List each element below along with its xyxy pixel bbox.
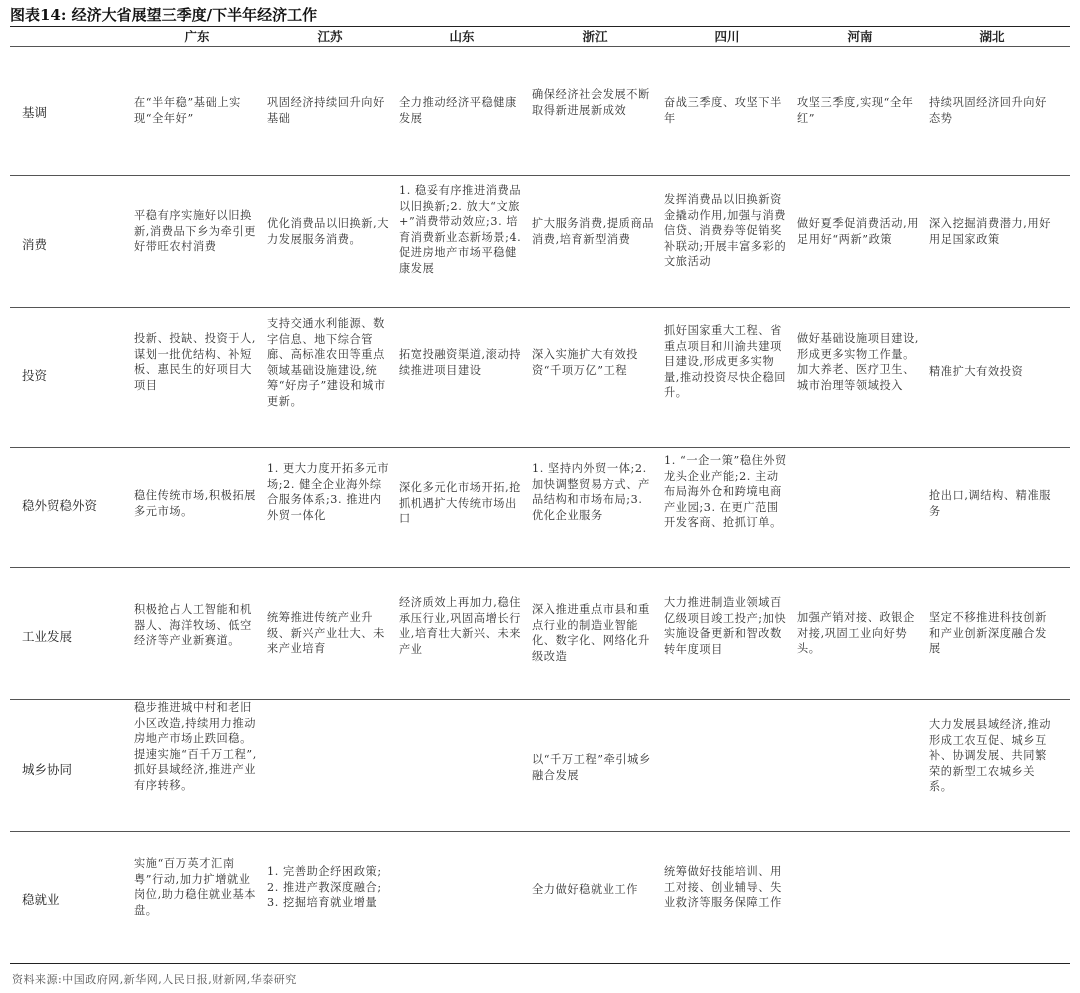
title-rule [10, 26, 1070, 27]
cell-consumption-zhejiang: 扩大服务消费,提质商品消费,培育新型消费 [532, 217, 655, 246]
row-label-industry: 工业发展 [22, 629, 73, 644]
cell-urban-hubei: 大力发展县域经济,推动形成工农互促、城乡互补、协调发展、共同繁荣的新型工农城乡关系。 [929, 718, 1052, 793]
row-label-investment: 投资 [22, 368, 48, 383]
row-rule [10, 175, 1070, 176]
cell-tone-hubei: 持续巩固经济回升向好态势 [929, 96, 1047, 125]
row-label-employment: 稳就业 [22, 892, 60, 907]
cell-industry-sichuan: 大力推进制造业领域百亿级项目竣工投产;加快实施设备更新和智改数转年度项目 [664, 596, 787, 656]
header-jiangsu: 江苏 [317, 29, 343, 44]
cell-urban-zhejiang: 以“千万工程”牵引城乡融合发展 [532, 753, 651, 782]
header-hubei: 湖北 [979, 29, 1005, 44]
cell-tone-henan: 攻坚三季度,实现“全年红” [797, 96, 914, 125]
cell-consumption-sichuan: 发挥消费品以旧换新资金撬动作用,加强与消费信贷、消费券等促销奖补联动;开展丰富多彩的文旅活动 [664, 193, 787, 268]
cell-consumption-henan: 做好夏季促消费活动,用足用好“两新”政策 [797, 217, 920, 246]
row-rule [10, 447, 1070, 448]
row-rule [10, 567, 1070, 568]
cell-trade-sichuan: 1. “一企一策”稳住外贸龙头企业产能;2. 主动布局海外仓和跨境电商产业园;3. 在更广范围开发客商、抢抓订单。 [664, 454, 787, 529]
row-label-foreign-trade: 稳外贸稳外资 [22, 498, 98, 513]
source-note: 资料来源:中国政府网,新华网,人民日报,财新网,华泰研究 [12, 973, 297, 986]
header-sichuan: 四川 [714, 29, 740, 44]
cell-consumption-hubei: 深入挖掘消费潜力,用好用足国家政策 [929, 217, 1052, 246]
row-rule [10, 831, 1070, 832]
header-shandong: 山东 [449, 29, 475, 44]
cell-employment-guangdong: 实施“百万英才汇南粤”行动,加力扩增就业岗位,助力稳住就业基本盘。 [134, 857, 257, 917]
header-rule [10, 46, 1070, 47]
header-zhejiang: 浙江 [582, 29, 608, 44]
cell-employment-jiangsu: 1. 完善助企纾困政策;2. 推进产教深度融合;3. 挖掘培育就业增量 [267, 865, 382, 909]
cell-tone-sichuan: 奋战三季度、攻坚下半年 [664, 96, 782, 125]
cell-industry-henan: 加强产销对接、政银企对接,巩固工业向好势头。 [797, 611, 915, 655]
cell-consumption-jiangsu: 优化消费品以旧换新,大力发展服务消费。 [267, 217, 390, 246]
cell-tone-jiangsu: 巩固经济持续回升向好基础 [267, 96, 385, 125]
cell-investment-henan: 做好基础设施项目建设,形成更多实物工作量。加大养老、医疗卫生、城市治理等领域投入 [797, 332, 920, 392]
row-label-tone: 基调 [22, 105, 48, 120]
cell-tone-shandong: 全力推动经济平稳健康发展 [399, 96, 517, 125]
row-label-consumption: 消费 [22, 237, 48, 252]
cell-investment-sichuan: 抓好国家重大工程、省重点项目和川渝共建项目建设,形成更多实物量,推动投资尽快企稳回升。 [664, 324, 787, 399]
cell-industry-guangdong: 积极抢占人工智能和机器人、海洋牧场、低空经济等产业新赛道。 [134, 603, 252, 647]
table-bottom-rule [10, 963, 1070, 964]
cell-employment-zhejiang: 全力做好稳就业工作 [532, 883, 639, 896]
cell-trade-zhejiang: 1. 坚持内外贸一体;2. 加快调整贸易方式、产品结构和市场布局;3. 优化企业服务 [532, 462, 650, 522]
cell-trade-hubei: 抢出口,调结构、精准服务 [929, 489, 1052, 518]
cell-trade-guangdong: 稳住传统市场,积极拓展多元市场。 [134, 489, 257, 518]
cell-investment-jiangsu: 支持交通水利能源、数字信息、地下综合管廊、高标准农田等重点领域基础设施建设,统筹“好房子”建设和城市更新。 [267, 317, 386, 408]
header-henan: 河南 [847, 29, 873, 44]
cell-industry-hubei: 坚定不移推进科技创新和产业创新深度融合发展 [929, 611, 1047, 655]
cell-employment-sichuan: 统筹做好技能培训、用工对接、创业辅导、失业救济等服务保障工作 [664, 865, 782, 909]
cell-investment-zhejiang: 深入实施扩大有效投资“千项万亿”工程 [532, 348, 639, 377]
cell-tone-zhejiang: 确保经济社会发展不断取得新进展新成效 [532, 88, 650, 117]
cell-investment-guangdong: 投新、投缺、投资于人,谋划一批优结构、补短板、惠民生的好项目大项目 [134, 332, 257, 392]
cell-trade-shandong: 深化多元化市场开拓,抢抓机遇扩大传统市场出口 [399, 481, 522, 525]
cell-tone-guangdong: 在“半年稳”基础上实现“全年好” [134, 96, 241, 125]
cell-consumption-guangdong: 平稳有序实施好以旧换新,消费品下乡为牵引更好带旺农村消费 [134, 209, 257, 253]
cell-investment-shandong: 拓宽投融资渠道,滚动持续推进项目建设 [399, 348, 522, 377]
cell-trade-jiangsu: 1. 更大力度开拓多元市场;2. 健全企业海外综合服务体系;3. 推进内外贸一体化 [267, 462, 390, 522]
cell-urban-guangdong: 稳步推进城中村和老旧小区改造,持续用力推动房地产市场止跌回稳。提速实施“百千万工程”,抓好县域经济,推进产业有序转移。 [134, 701, 257, 792]
figure-title: 图表14: 经济大省展望三季度/下半年经济工作 [10, 6, 318, 24]
cell-industry-jiangsu: 统筹推进传统产业升级、新兴产业壮大、未来产业培育 [267, 611, 385, 655]
cell-investment-hubei: 精准扩大有效投资 [929, 365, 1024, 378]
cell-industry-shandong: 经济质效上再加力,稳住承压行业,巩固高增长行业,培育壮大新兴、未来产业 [399, 596, 522, 656]
header-guangdong: 广东 [184, 29, 210, 44]
row-rule [10, 307, 1070, 308]
cell-industry-zhejiang: 深入推进重点市县和重点行业的制造业智能化、数字化、网络化升级改造 [532, 603, 650, 663]
row-label-urban-rural: 城乡协同 [22, 762, 73, 777]
cell-consumption-shandong: 1. 稳妥有序推进消费品以旧换新;2. 放大“文旅+”消费带动效应;3. 培育消费新业态新场景;4. 促进房地产市场平稳健康发展 [399, 184, 522, 275]
